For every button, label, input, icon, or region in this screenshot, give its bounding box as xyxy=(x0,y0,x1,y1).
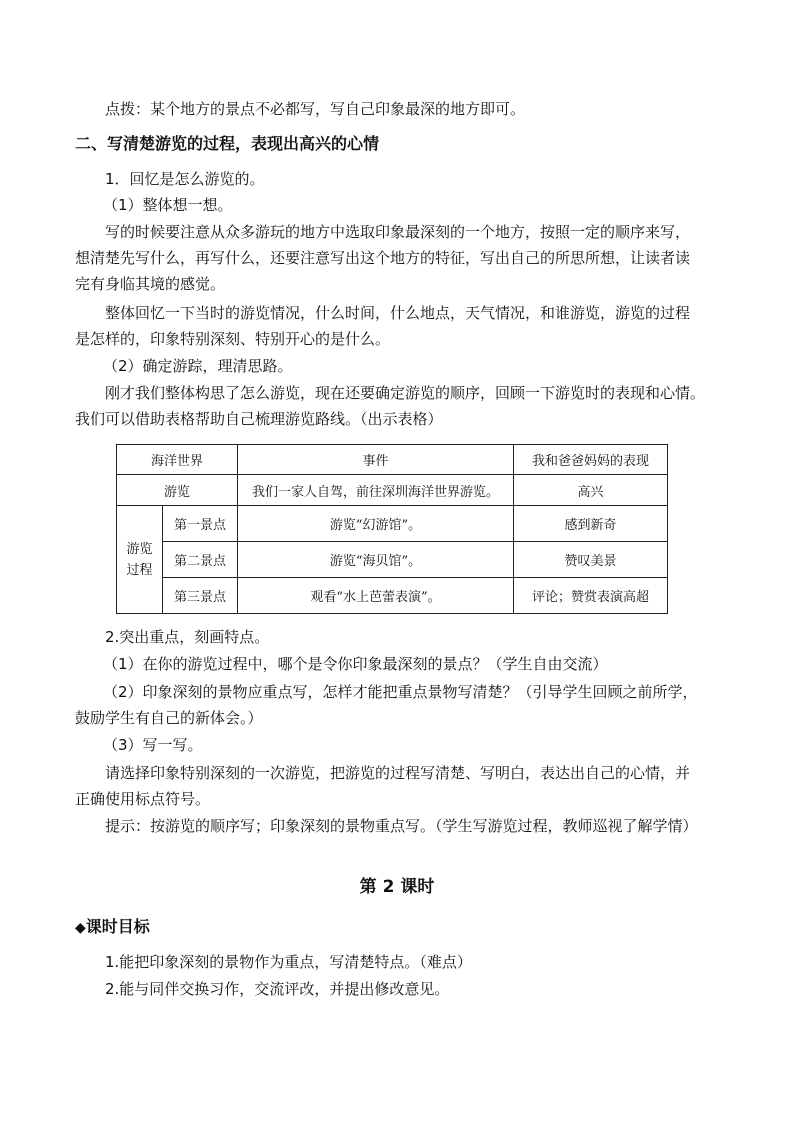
diamond-bullet-icon: ◆ xyxy=(75,920,86,936)
table-cell: 第一景点 xyxy=(163,506,238,542)
section-heading: 二、写清楚游览的过程，表现出高兴的心情 xyxy=(75,134,380,153)
table-cell: 高兴 xyxy=(514,475,668,506)
paragraph-line: 想清楚先写什么，再写什么，还要注意写出这个地方的特征，写出自己的所思所想，让读者读 xyxy=(75,249,691,267)
goals-heading xyxy=(75,917,150,938)
table-cell: 游览“海贝馆”。 xyxy=(238,542,514,578)
process-label-line: 游览 xyxy=(126,541,153,557)
goals-heading-label: 课时目标 xyxy=(85,917,150,936)
table-cell: 我们一家人自驾，前往深圳海洋世界游览。 xyxy=(238,475,514,506)
tip-paragraph: 点拨：某个地方的景点不必都写，写自己印象最深的地方即可。 xyxy=(105,100,526,118)
table-cell: 游览 xyxy=(117,475,238,506)
goal-item: 1.能把印象深刻的景物作为重点，写清楚特点。（难点） xyxy=(105,953,472,971)
table-row xyxy=(117,506,668,542)
paragraph-line: 刚才我们整体构思了怎么游览，现在还要确定游览的顺序，回顾一下游览时的表现和心情。 xyxy=(105,384,706,402)
item-heading: 1．回忆是怎么游览的。 xyxy=(105,170,265,188)
process-label-line: 过程 xyxy=(126,562,153,578)
paragraph-line: 写的时候要注意从众多游玩的地方中选取印象最深刻的一个地方，按照一定的顺序来写， xyxy=(105,223,691,241)
paragraph-line: 完有身临其境的感觉。 xyxy=(75,275,226,293)
sub-item-line: （1）在你的游览过程中，哪个是令你印象最深刻的景点？（学生自由交流） xyxy=(103,655,608,673)
sub-item-heading: （3）写一写。 xyxy=(103,736,203,754)
tour-route-table xyxy=(116,444,668,614)
sub-item-line: （2）印象深刻的景物应重点写，怎样才能把重点景物写清楚？（引导学生回顾之前所学， xyxy=(103,683,698,701)
paragraph-line: 是怎样的，印象特别深刻、特别开心的是什么。 xyxy=(75,330,391,348)
sub-item-heading: （2）确定游踪，理清思路。 xyxy=(103,357,293,375)
paragraph-line: 正确使用标点符号。 xyxy=(75,790,211,808)
table-header-cell: 海洋世界 xyxy=(117,445,238,475)
table-cell: 观看“水上芭蕾表演”。 xyxy=(238,578,514,614)
table-row xyxy=(117,475,668,506)
table-cell: 游览“幻游馆”。 xyxy=(238,506,514,542)
table-row xyxy=(117,578,668,614)
process-label-cell xyxy=(117,506,163,614)
sub-item-heading: （1）整体想一想。 xyxy=(103,196,233,214)
table-cell: 第三景点 xyxy=(163,578,238,614)
paragraph-line: 请选择印象特别深刻的一次游览，把游览的过程写清楚、写明白，表达出自己的心情，并 xyxy=(105,764,691,782)
table-header-cell: 事件 xyxy=(238,445,514,475)
item-heading: 2.突出重点，刻画特点。 xyxy=(105,628,270,646)
table-header-cell: 我和爸爸妈妈的表现 xyxy=(514,445,668,475)
sub-item-line: 鼓励学生有自己的新体会。） xyxy=(75,709,263,727)
table-row xyxy=(117,542,668,578)
tip-paragraph: 提示：按游览的顺序写；印象深刻的景物重点写。（学生写游览过程，教师巡视了解学情） xyxy=(105,817,698,835)
table-cell: 评论；赞赏表演高超 xyxy=(514,578,668,614)
table-cell: 感到新奇 xyxy=(514,506,668,542)
paragraph-line: 我们可以借助表格帮助自己梳理游览路线。（出示表格） xyxy=(75,410,443,428)
goal-item: 2.能与同伴交换习作，交流评改，并提出修改意见。 xyxy=(105,980,450,998)
table-header-row xyxy=(117,445,668,475)
table-cell: 赞叹美景 xyxy=(514,542,668,578)
table-cell: 第二景点 xyxy=(163,542,238,578)
lesson-title: 第 2 课时 xyxy=(359,877,435,897)
paragraph-line: 整体回忆一下当时的游览情况，什么时间，什么地点，天气情况，和谁游览，游览的过程 xyxy=(105,304,691,322)
